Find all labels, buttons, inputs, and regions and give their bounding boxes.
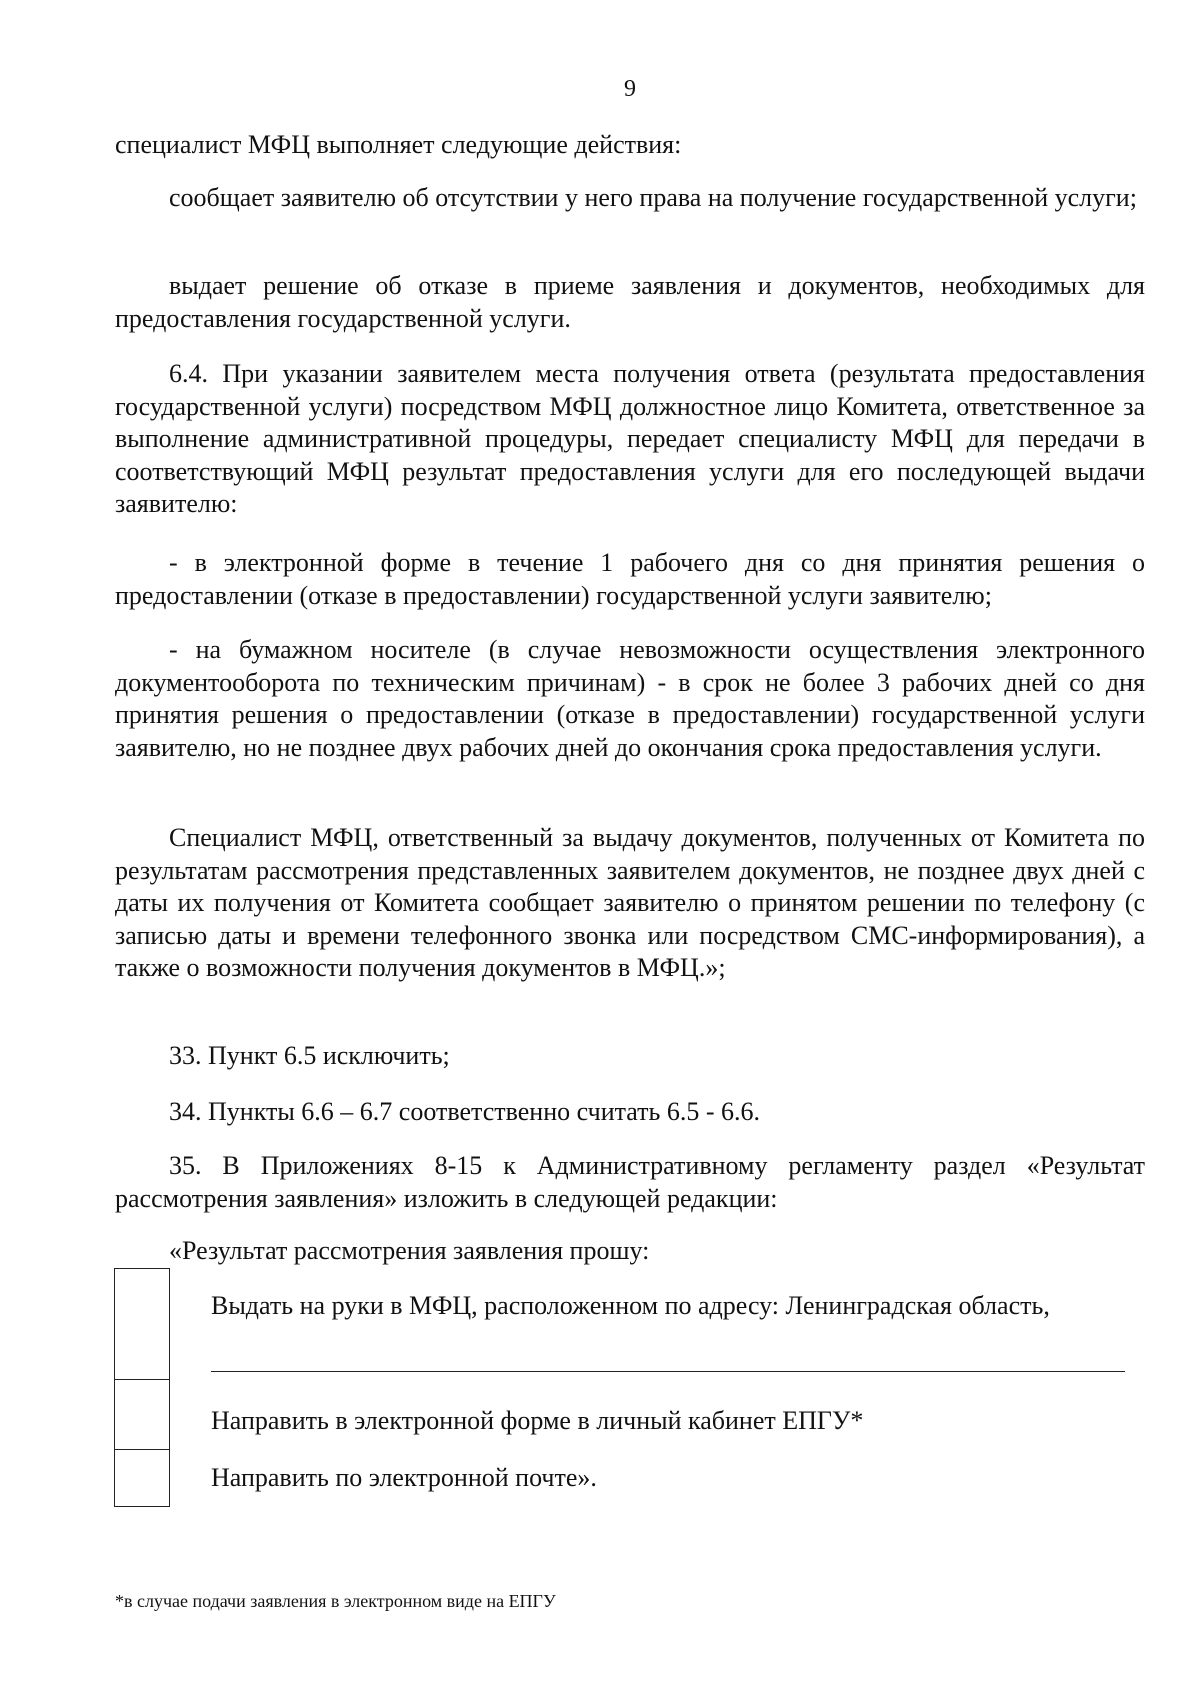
option-label-epgu: Направить в электронной форме в личный кабинет ЕПГУ* bbox=[211, 1406, 864, 1435]
option-checkbox-mfc[interactable] bbox=[114, 1268, 170, 1380]
paragraph-electronic-form: - в электронной форме в течение 1 рабочего дня со дня принятия решения о предоставлении (отказе в предоставлении) государственной услуги заявителю; bbox=[115, 548, 1145, 610]
paragraph-35: 35. В Приложениях 8-15 к Административному регламенту раздел «Результат рассмотрения заявления» изложить в следующей редакции: bbox=[115, 1151, 1145, 1213]
page-number: 9 bbox=[624, 76, 636, 102]
paragraph-34: 34. Пункты 6.6 – 6.7 соответственно считать 6.5 - 6.6. bbox=[169, 1097, 761, 1126]
paragraph-intro: специалист МФЦ выполняет следующие действия: bbox=[115, 130, 682, 159]
address-blank-line bbox=[211, 1371, 1125, 1372]
paragraph-refusal: выдает решение об отказе в приеме заявления и документов, необходимых для предоставления государственной услуги. bbox=[115, 271, 1145, 333]
paragraph-6-4: 6.4. При указании заявителем места получения ответа (результата предоставления государственной услуги) посредством МФЦ должностное лицо Комитета, ответственное за выполнение административной процедуры, передает специалисту МФЦ для передачи в соответствующий МФЦ результат предоставления услуги для его последующей выдачи заявителю: bbox=[115, 359, 1145, 518]
option-row-email bbox=[114, 1450, 1134, 1507]
paragraph-result-request: «Результат рассмотрения заявления прошу: bbox=[169, 1236, 650, 1265]
paragraph-notify: сообщает заявителю об отсутствии у него права на получение государственной услуги; bbox=[169, 183, 1137, 212]
option-label-mfc: Выдать на руки в МФЦ, расположенном по адресу: Ленинградская область, bbox=[211, 1291, 1050, 1320]
option-row-mfc bbox=[114, 1268, 1134, 1380]
paragraph-33: 33. Пункт 6.5 исключить; bbox=[169, 1041, 450, 1070]
paragraph-paper-form: - на бумажном носителе (в случае невозможности осуществления электронного документооборота по техническим причинам) - в срок не более 3 рабочих дней со дня принятия решения о предоставлении (отказе в предоставлении) государственной услуги заявителю, но не позднее двух рабочих дней до окончания срока предоставления услуги. bbox=[115, 635, 1145, 762]
option-row-epgu bbox=[114, 1380, 1134, 1450]
option-checkbox-epgu[interactable] bbox=[114, 1380, 170, 1450]
paragraph-specialist: Специалист МФЦ, ответственный за выдачу документов, полученных от Комитета по результатам рассмотрения представленных заявителем документов, не позднее двух дней с даты их получения от Комитета сообщает заявителю о принятом решении по телефону (с записью даты и времени телефонного звонка или посредством СМС-информирования), а также о возможности получения документов в МФЦ.»; bbox=[115, 823, 1145, 982]
footnote: *в случае подачи заявления в электронном виде на ЕПГУ bbox=[115, 1591, 556, 1611]
option-label-email: Направить по электронной почте». bbox=[211, 1463, 597, 1492]
option-checkbox-email[interactable] bbox=[114, 1450, 170, 1507]
